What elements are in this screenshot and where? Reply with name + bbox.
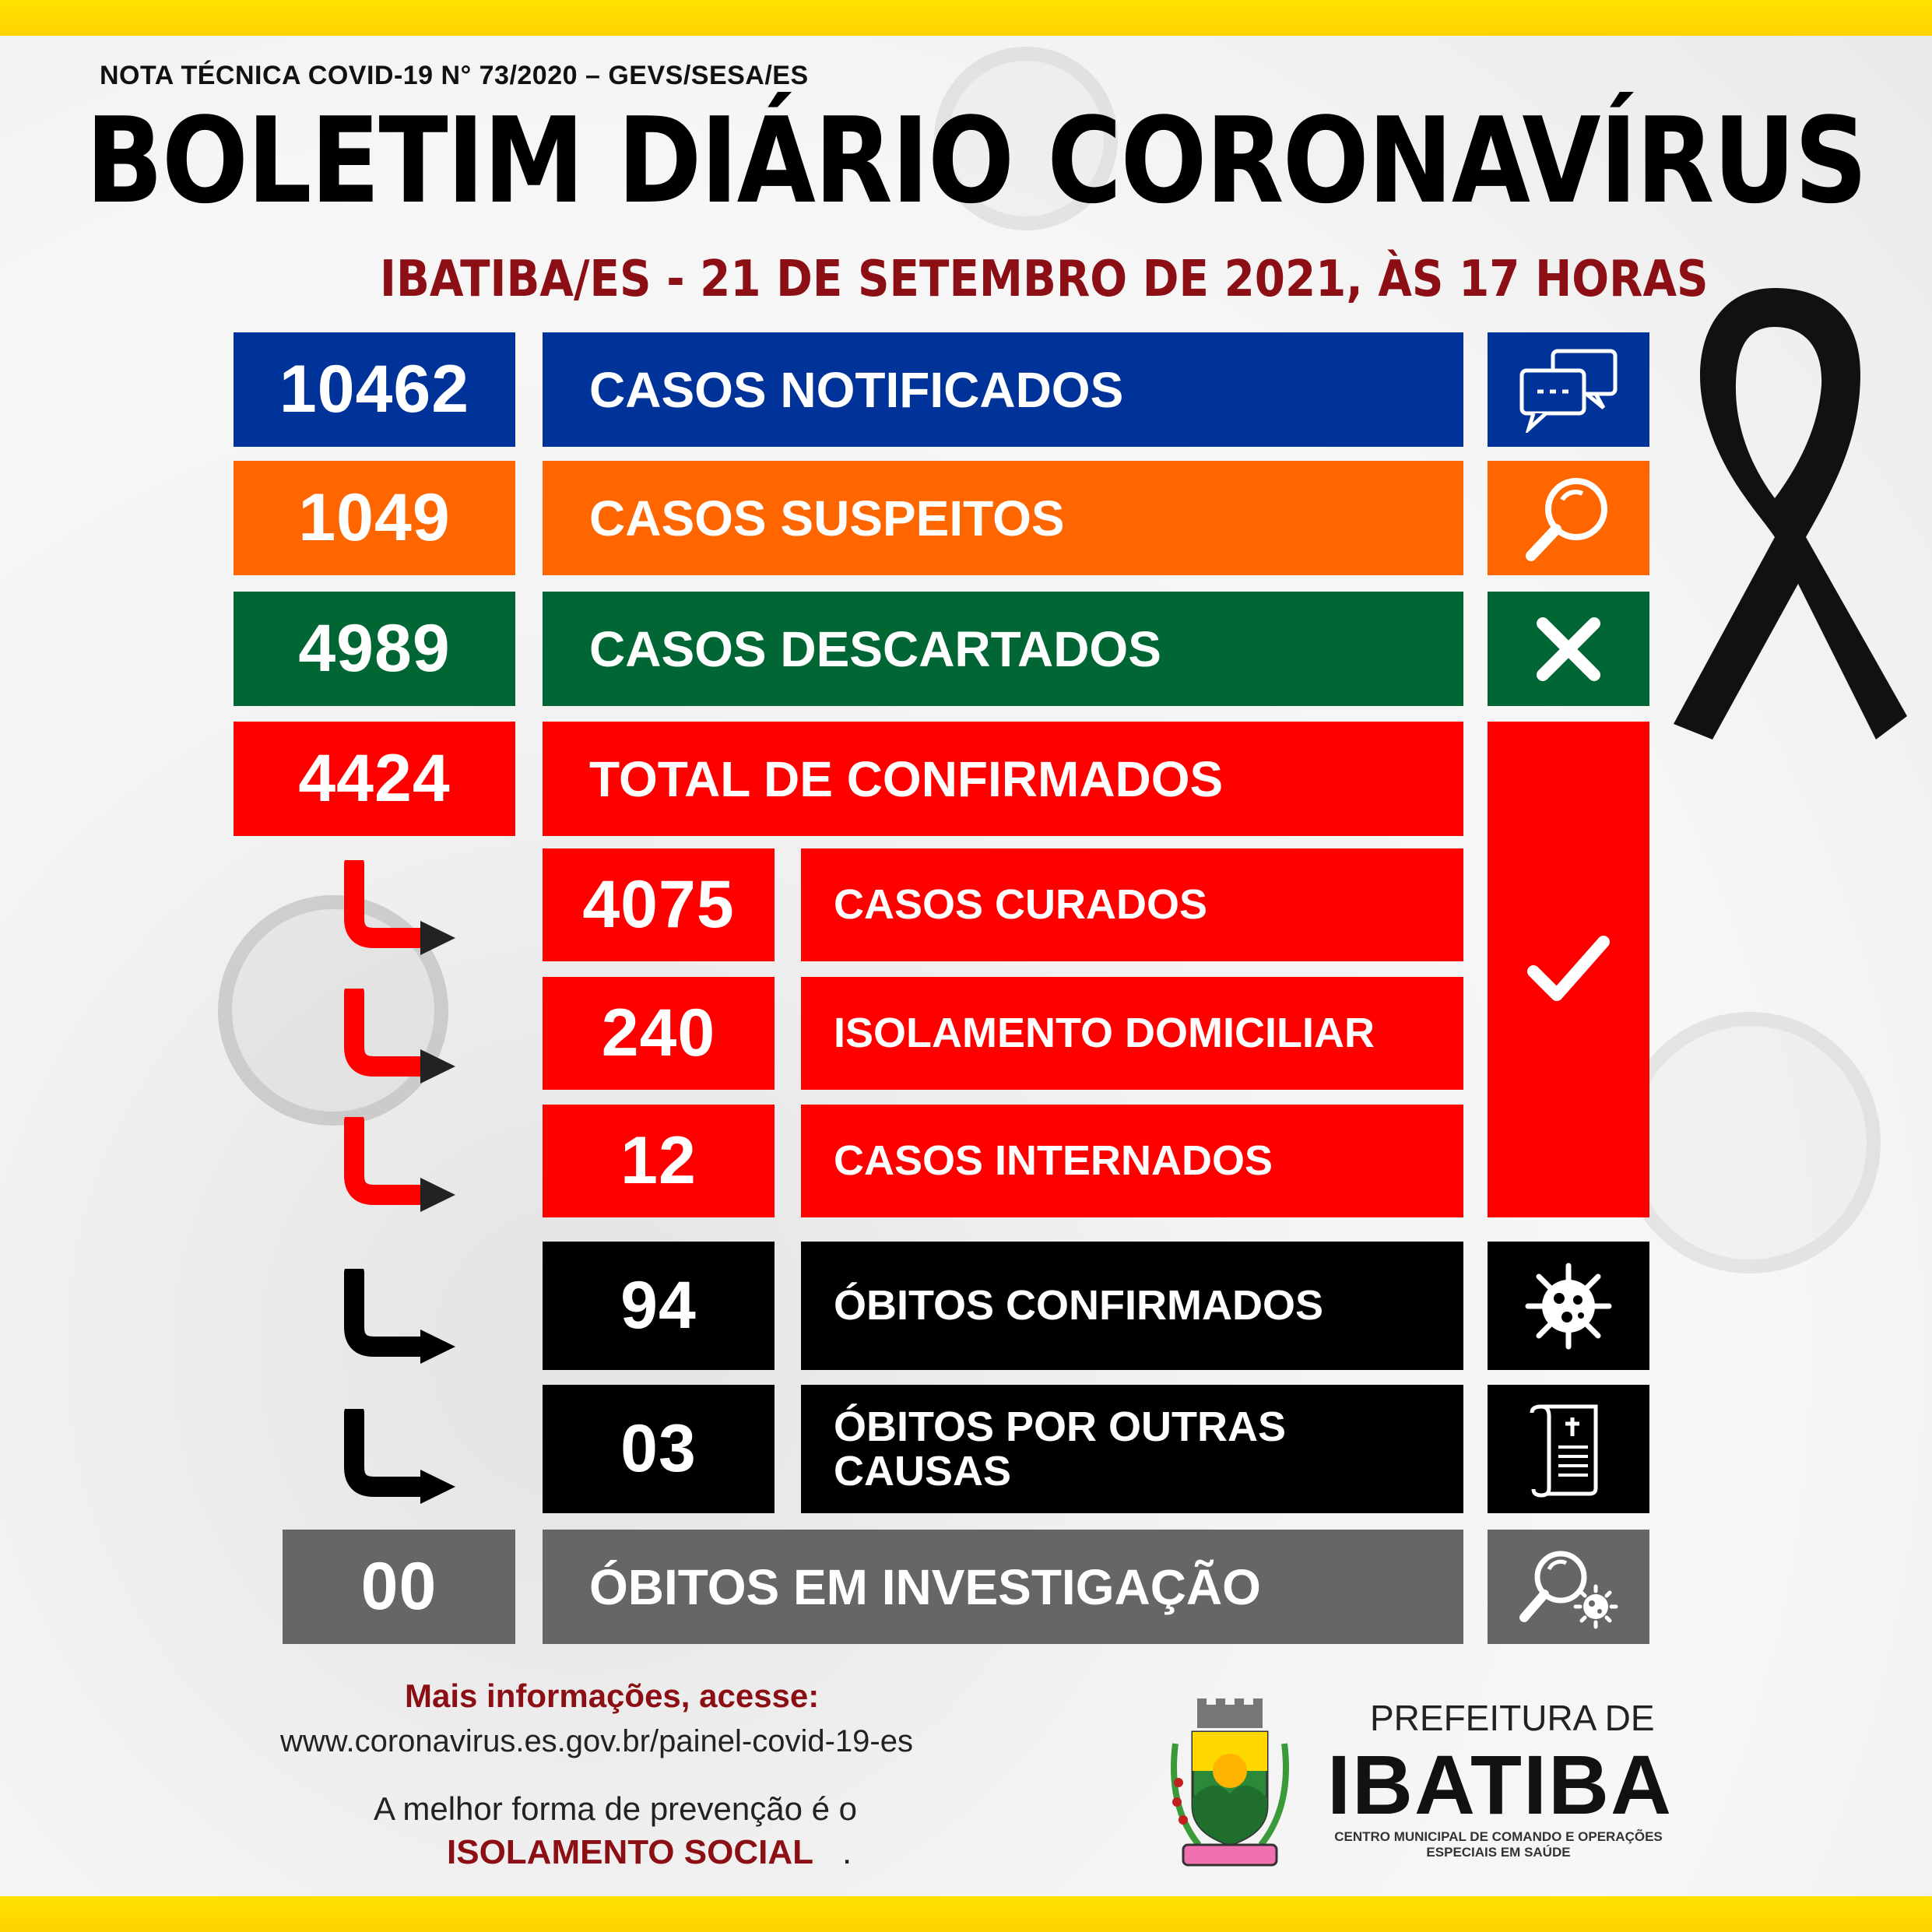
discarded-icon-box — [1488, 592, 1649, 706]
page-title: BOLETIM DIÁRIO CORONAVÍRUS — [86, 92, 1867, 230]
check-icon — [1526, 931, 1611, 1009]
virus-icon — [1522, 1259, 1615, 1353]
notified-cases-label: CASOS NOTIFICADOS — [543, 332, 1463, 447]
city-crest-icon — [1168, 1697, 1292, 1876]
confirmed-deaths-label: ÓBITOS CONFIRMADOS — [801, 1242, 1463, 1370]
other-causes-icon-box — [1488, 1385, 1649, 1513]
hospitalized-label: CASOS INTERNADOS — [801, 1105, 1463, 1217]
home-isolation-value: 240 — [543, 977, 775, 1090]
other-causes-label-line1: ÓBITOS POR OUTRAS — [834, 1403, 1287, 1450]
suspected-icon-box — [1488, 461, 1649, 575]
notified-icon-box — [1488, 332, 1649, 447]
confirmed-total-label: TOTAL DE CONFIRMADOS — [543, 722, 1463, 836]
bottom-stripe — [0, 1896, 1932, 1932]
top-stripe — [0, 0, 1932, 36]
prevention-text: A melhor forma de prevenção é o — [374, 1790, 858, 1827]
deaths-under-investigation-label: ÓBITOS EM INVESTIGAÇÃO — [543, 1530, 1463, 1644]
technical-note: NOTA TÉCNICA COVID-19 N° 73/2020 – GEVS/SESA/ES — [100, 61, 809, 90]
social-isolation-text: ISOLAMENTO SOCIAL — [447, 1833, 813, 1871]
discarded-cases-value: 4989 — [234, 592, 515, 706]
other-causes-deaths-label — [801, 1385, 1463, 1513]
red-arrow-icon — [342, 860, 459, 961]
deaths-under-investigation-value: 00 — [283, 1530, 515, 1644]
background-virus-shape — [1619, 1012, 1881, 1273]
more-info-title: Mais informações, acesse: — [405, 1677, 820, 1714]
red-arrow-icon — [342, 989, 459, 1090]
cured-cases-label: CASOS CURADOS — [801, 848, 1463, 961]
chat-icon — [1518, 347, 1619, 433]
other-causes-label-line2: CAUSAS — [834, 1447, 1012, 1495]
page-subtitle: IBATIBA/ES - 21 DE SETEMBRO DE 2021, ÀS 17 HORAS — [380, 251, 1709, 308]
magnifier-icon — [1522, 472, 1615, 565]
confirmed-total-value: 4424 — [234, 722, 515, 836]
deaths-icon-box — [1488, 1242, 1649, 1370]
cured-cases-value: 4075 — [543, 848, 775, 961]
x-icon — [1533, 614, 1604, 684]
red-arrow-icon — [342, 1117, 459, 1218]
other-causes-deaths-value: 03 — [543, 1385, 775, 1513]
document-icon — [1526, 1399, 1611, 1500]
home-isolation-label: ISOLAMENTO DOMICILIAR — [801, 977, 1463, 1090]
prefecture-label: PREFEITURA DE — [1370, 1698, 1655, 1738]
hospitalized-value: 12 — [543, 1105, 775, 1217]
investigation-icon-box — [1488, 1530, 1649, 1644]
discarded-cases-label: CASOS DESCARTADOS — [543, 592, 1463, 706]
black-arrow-icon — [342, 1409, 459, 1510]
black-arrow-icon — [342, 1269, 459, 1370]
confirmed-deaths-value: 94 — [543, 1242, 775, 1370]
sentence-period: . — [842, 1833, 852, 1871]
search-virus-icon — [1518, 1544, 1619, 1630]
prefecture-department: CENTRO MUNICIPAL DE COMANDO E OPERAÇÕES ESPECIAIS EM SAÚDE — [1334, 1829, 1663, 1860]
suspected-cases-label: CASOS SUSPEITOS — [543, 461, 1463, 575]
mourning-ribbon-icon — [1642, 257, 1907, 755]
confirmed-icon-box — [1488, 722, 1649, 1217]
notified-cases-value: 10462 — [234, 332, 515, 447]
suspected-cases-value: 1049 — [234, 461, 515, 575]
prefecture-name: IBATIBA — [1327, 1737, 1673, 1832]
info-url-link[interactable]: www.coronavirus.es.gov.br/painel-covid-19-es — [280, 1724, 913, 1758]
